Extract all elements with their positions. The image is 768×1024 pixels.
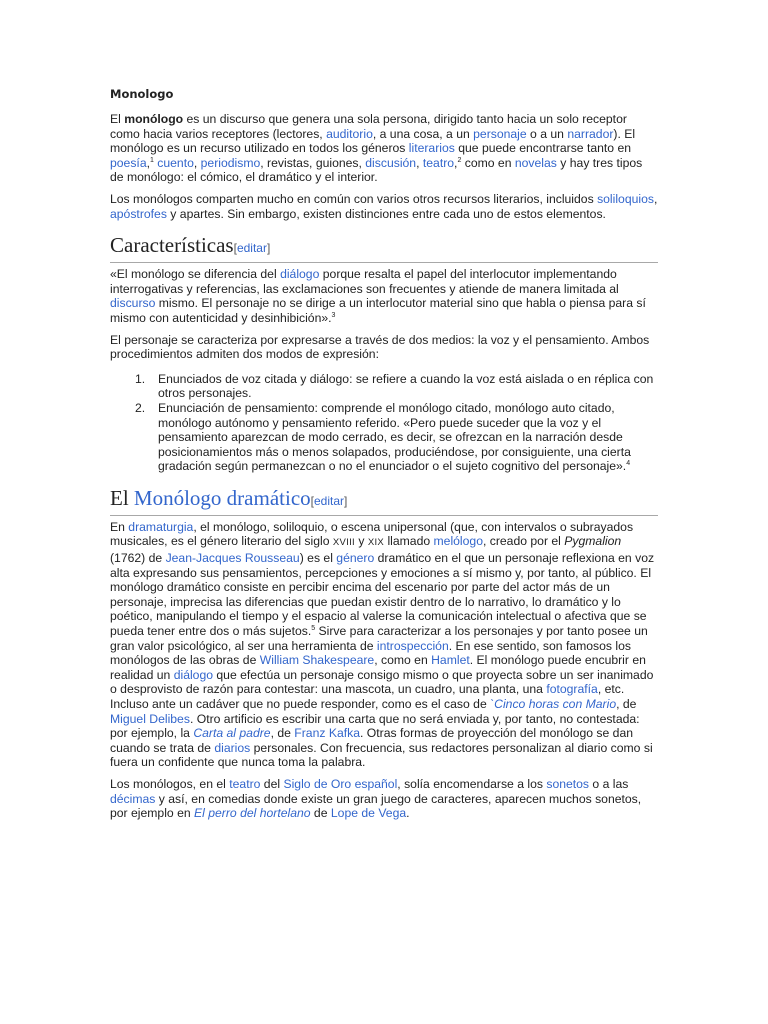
section-heading-monologo-dramatico: El Monólogo dramático[editar] (110, 486, 658, 516)
link-cuento[interactable]: cuento (157, 155, 194, 170)
link-lope-de-vega[interactable]: Lope de Vega (330, 806, 407, 821)
link-shakespeare[interactable]: William Shakespeare (259, 653, 375, 668)
section1-paragraph-1: «El monólogo se diferencia del diálogo porque resalta el papel del interlocutor implementando interrogativas y referencias, las exclamaciones son frecuentes y atiende de manera limitada al discurso mismo. El personaje no se dirige a un interlocutor material sino que habla o piensa para sí mismo con autenticidad y desinhibición».$^3$ (110, 267, 646, 325)
link-kafka[interactable]: Franz Kafka (294, 726, 360, 741)
century-xix: XIX (367, 537, 385, 549)
title-pygmalion: Pygmalion (564, 534, 622, 549)
intro-paragraph-1: El monólogo es un discurso que genera una sola persona, dirigido tanto hacia un solo receptor como hacia varios receptores (lectores, auditorio, a una cosa, a un personaje o a un narrador). El monólogo es un recurso utilizado en todos los géneros literarios que puede encontrarse tanto en poesía,$^1$ cuento, periodismo, revistas, guiones, discusión, teatro,$^2$ como en novelas y hay tres tipos de monólogo: el cómico, el dramático y el interior. (110, 112, 643, 185)
link-genero[interactable]: género (336, 551, 375, 566)
footnote-ref-4[interactable]: 4 (626, 460, 631, 468)
edit-section-link: [editar] (233, 241, 271, 256)
link-hamlet[interactable]: Hamlet (431, 653, 470, 668)
link-discurso[interactable]: discurso (110, 296, 156, 311)
section2-paragraph-1: En dramaturgia, el monólogo, soliloquio, o escena unipersonal (que, con intervalos o subrayados musicales, es el género literario del siglo XVIII y XIX llamado melólogo, creado por el Pygmalion (1762) de Jean-Jacques Rousseau) es el género dramático en el que un personaje reflexiona en voz alta expresando sus pensamientos, percepciones y emociones a sí mismo y, por tanto, al público. El monólogo dramático consiste en percibir encima del escenario por parte del actor más de un personaje, imprecisa las diferencias que puedan existir dentro de lo narrativo, lo dramático y lo poético, manipulando el tiempo y el espacio al valerse la comunicación intelectual o afectiva que se pueda tener entre dos o más sujetos.$^5$ Sirve para caracterizar a los personajes y por tanto posee un gran valor psicológico, al ser una herramienta de introspección. En ese sentido, son famosos los monólogos de las obras de William Shakespeare, como en Hamlet. El monólogo puede encubrir en realidad un diálogo que efectúa un personaje consigo mismo o que proyecta sobre un ser inanimado o desprovisto de razón para contestar: una mascota, un cuadro, una planta, una fotografía, etc. Incluso ante un cadáver que no puede responder, como es el caso de `Cinco horas con Mario, de Miguel Delibes. Otro artificio es escribir una carta que no será enviada y, por tanto, no contestada: por ejemplo, la Carta al padre, de Franz Kafka. Otras formas de proyección del monólogo se dan cuando se trata de diarios personales. Con frecuencia, sus redactores personalizan al diario como si fuera un confidente que nunca toma la palabra. (110, 519, 655, 770)
list-item: 2. Enunciación de pensamiento: comprende el monólogo citado, monólogo auto citado, monólogo autónomo y pensamiento referido. «Pero puede suceder que la voz y el pensamiento aparezcan de modo cerrado, es decir, se ofrezcan en la narración desde posicionamientos más o menos solapados, produciéndose, por consiguiente, una cierta gradación según permanezcan o no el enunciador o el sujeto cognitivo del personaje».$^4$ (135, 400, 631, 474)
bold-term-monologo: monólogo (124, 112, 184, 126)
link-periodismo[interactable]: periodismo (200, 155, 261, 170)
link-introspeccion[interactable]: introspección (376, 638, 449, 653)
link-novelas[interactable]: novelas (514, 155, 557, 170)
link-perro-del-hortelano[interactable]: El perro del hortelano (194, 806, 311, 821)
link-fotografia[interactable]: fotografía (546, 682, 598, 697)
section-heading-caracteristicas: Características[editar] (110, 233, 658, 263)
edit-section-link: [editar] (310, 493, 348, 508)
link-teatro[interactable]: teatro (422, 155, 455, 170)
link-siglo-de-oro[interactable]: Siglo de Oro español (283, 776, 398, 791)
article-content (110, 87, 658, 828)
link-discusion[interactable]: discusión (365, 155, 417, 170)
expression-modes-list (110, 372, 658, 474)
footnote-ref-5[interactable]: 5 (311, 625, 316, 633)
link-carta-al-padre[interactable]: Carta al padre (193, 726, 271, 741)
link-diarios[interactable]: diarios (214, 740, 251, 755)
heading-link-monologo-dramatico[interactable]: Monólogo dramático (133, 485, 311, 510)
link-sonetos[interactable]: sonetos (546, 776, 590, 791)
link-narrador[interactable]: narrador (567, 126, 614, 141)
section1-paragraph-2: El personaje se caracteriza por expresarse a través de dos medios: la voz y el pensamiento. Ambos procedimientos admiten dos modos de expresión: (110, 332, 650, 362)
link-decimas[interactable]: décimas (110, 791, 156, 806)
section2-paragraph-2: Los monólogos, en el teatro del Siglo de Oro español, solía encomendarse a los sonetos o a las décimas y así, en comedias donde existe un gran juego de caracteres, aparecen muchos sonetos, por ejemplo en El perro del hortelano de Lope de Vega. (110, 776, 642, 821)
footnote-ref-2[interactable]: 2 (457, 156, 462, 164)
document-title: Monologo (110, 87, 174, 101)
link-apostrofes[interactable]: apóstrofes (110, 206, 167, 221)
edit-link[interactable]: editar (313, 493, 345, 508)
link-poesia[interactable]: poesía (110, 155, 147, 170)
link-auditorio[interactable]: auditorio (326, 126, 373, 141)
list-item: 1. Enunciados de voz citada y diálogo: se refiere a cuando la voz está aislada o en réplica con otros personajes. (135, 371, 654, 401)
link-soliloquios[interactable]: soliloquios (597, 191, 654, 206)
century-xviii: XVIII (332, 537, 355, 549)
link-melologo[interactable]: melólogo (433, 534, 483, 549)
footnote-ref-1[interactable]: 1 (149, 156, 154, 164)
footnote-ref-3[interactable]: 3 (331, 311, 336, 319)
link-teatro-2[interactable]: teatro (229, 776, 261, 791)
link-dialogo-2[interactable]: diálogo (173, 667, 214, 682)
link-literarios[interactable]: literarios (408, 141, 455, 156)
link-rousseau[interactable]: Jean-Jacques Rousseau (165, 551, 300, 566)
link-cinco-horas[interactable]: `Cinco horas con Mario (490, 697, 617, 711)
link-delibes[interactable]: Miguel Delibes (110, 711, 190, 726)
intro-paragraph-2: Los monólogos comparten mucho en común con varios otros recursos literarios, incluidos soliloquios, apóstrofes y apartes. Sin embargo, existen distinciones entre cada uno de estos elementos. (110, 191, 658, 221)
edit-link[interactable]: editar (236, 241, 267, 256)
link-personaje[interactable]: personaje (473, 126, 527, 141)
link-dramaturgia[interactable]: dramaturgia (128, 519, 194, 534)
link-dialogo[interactable]: diálogo (280, 267, 320, 282)
